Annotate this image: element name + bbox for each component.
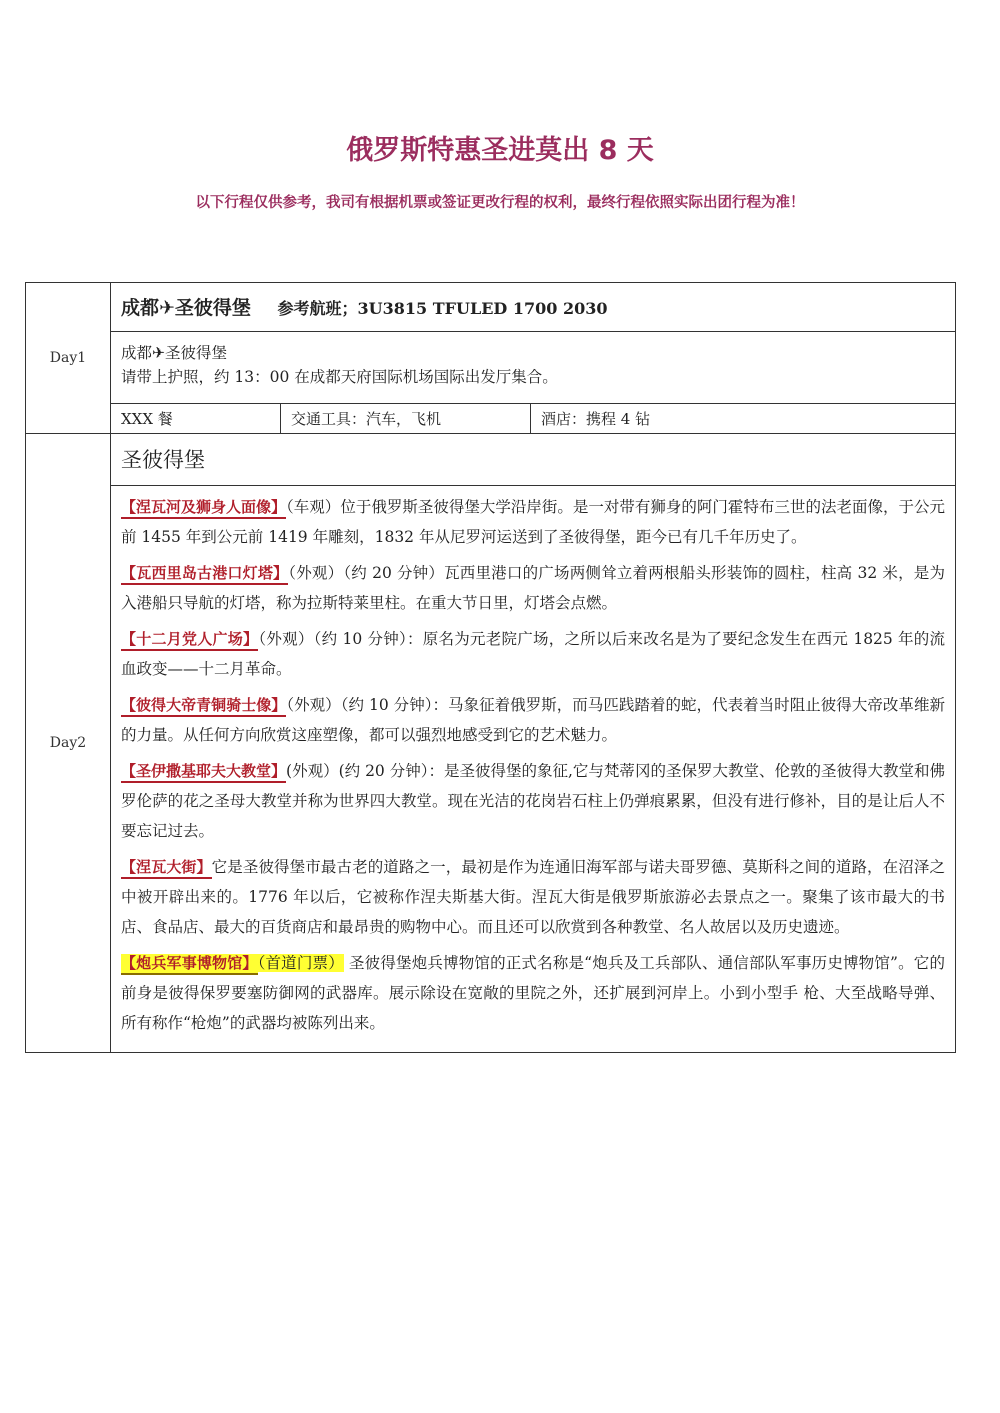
day1-meta-cell [111, 404, 956, 434]
attraction-text: （外观）（约 10 分钟）：马象征着俄罗斯，而马匹践踏着的蛇，代表着当时阻止彼得大帝改革维新的力量。从任何方向欣赏这座塑像，都可以强烈地感受到它的艺术魅力。 [121, 696, 945, 744]
attraction-tag: 【彼得大帝青铜骑士像】 [121, 696, 286, 717]
day1-flight: 参考航班；3U3815 TFULED 1700 2030 [277, 299, 608, 318]
day1-body-line1: 成都✈圣彼得堡 [121, 344, 227, 362]
attraction-item [121, 756, 945, 846]
attraction-item [121, 852, 945, 942]
day1-body-cell [111, 332, 956, 404]
attraction-item [121, 558, 945, 618]
day1-meta [111, 404, 955, 433]
attraction-text: (外观）(约 20 分钟）：是圣彼得堡的象征,它与梵蒂冈的圣保罗大教堂、伦敦的圣彼得大教堂和佛罗伦萨的花之圣母大教堂并称为世界四大教堂。现在光洁的花岗岩石柱上仍弹痕累累，但没有进行修补，目的是让后人不要忘记过去。 [121, 762, 945, 840]
attraction-text: （外观）（约 20 分钟）瓦西里港口的广场两侧耸立着两根船头形装饰的圆柱，柱高 32 米，是为入港船只导航的灯塔，称为拉斯特莱里柱。在重大节日里，灯塔会点燃。 [121, 564, 945, 612]
day1-body [111, 332, 955, 403]
day1-route: 成都✈圣彼得堡 [121, 297, 251, 319]
day1-transport: 交通工具：汽车，飞机 [281, 404, 531, 433]
attraction-tag-highlighted: 【炮兵军事博物馆】 [121, 954, 258, 975]
page-subtitle: 以下行程仅供参考，我司有根据机票或签证更改行程的权利，最终行程依照实际出团行程为准！ [195, 195, 805, 211]
attraction-item [121, 690, 945, 750]
attraction-text: （外观）（约 10 分钟）：原名为元老院广场，之所以后来改名是为了要纪念发生在西元 1825 年的流血政变——十二月革命。 [121, 630, 945, 678]
day2-body [111, 486, 955, 1052]
day1-body-line2: 请带上护照，约 13：00 在成都天府国际机场国际出发厅集合。 [121, 368, 558, 386]
day1-header [111, 283, 955, 331]
day1-hotel: 酒店：携程 4 钻 [541, 410, 651, 428]
itinerary-table [25, 282, 956, 1053]
attraction-item [121, 492, 945, 552]
attraction-tag: 【瓦西里岛古港口灯塔】 [121, 564, 288, 585]
day2-cell [111, 434, 956, 1053]
ticket-badge: （首道门票） [257, 954, 344, 972]
attraction-tag: 【涅瓦大街】 [121, 858, 212, 879]
day2-city: 圣彼得堡 [111, 434, 955, 486]
day1-header-cell [111, 283, 956, 332]
day1-meal: XXX 餐 [111, 404, 281, 433]
attraction-text: （车观）位于俄罗斯圣彼得堡大学沿岸街。是一对带有狮身的阿门霍特布三世的法老面像，于公元前 1455 年到公元前 1419 年雕刻，1832 年从尼罗河运送到了圣彼得堡，距今已有几千年历史了。 [121, 498, 945, 546]
attraction-text: 它是圣彼得堡市最古老的道路之一，最初是作为连通旧海军部与诺夫哥罗德、莫斯科之间的道路，在沼泽之中被开辟出来的。1776 年以后，它被称作涅夫斯基大街。涅瓦大街是俄罗斯旅游必去景点之一。聚集了该市最大的书店、食品店、最大的百货商店和最昂贵的购物中心。而且还可以欣赏到各种教堂、名人故居以及历史遗迹。 [121, 858, 945, 936]
attraction-tag: 【十二月党人广场】 [121, 630, 258, 651]
attraction-item-museum [121, 948, 945, 1038]
attraction-item [121, 624, 945, 684]
attraction-text: 圣彼得堡炮兵博物馆的正式名称是“炮兵及工兵部队、通信部队军事历史博物馆”。它的前身是彼得保罗要塞防御网的武器库。展示除设在宽敞的里院之外，还扩展到河岸上。小到小型手 枪、大至战略导弹、所有称作“枪炮”的武器均被陈列出来。 [121, 954, 945, 1032]
attraction-tag: 【涅瓦河及狮身人面像】 [121, 498, 286, 519]
day1-label: Day1 [26, 283, 111, 434]
page-title: 俄罗斯特惠圣进莫出 8 天 [346, 135, 654, 166]
attraction-tag: 【圣伊撒基耶夫大教堂】 [121, 762, 286, 783]
day2-label: Day2 [26, 434, 111, 1053]
